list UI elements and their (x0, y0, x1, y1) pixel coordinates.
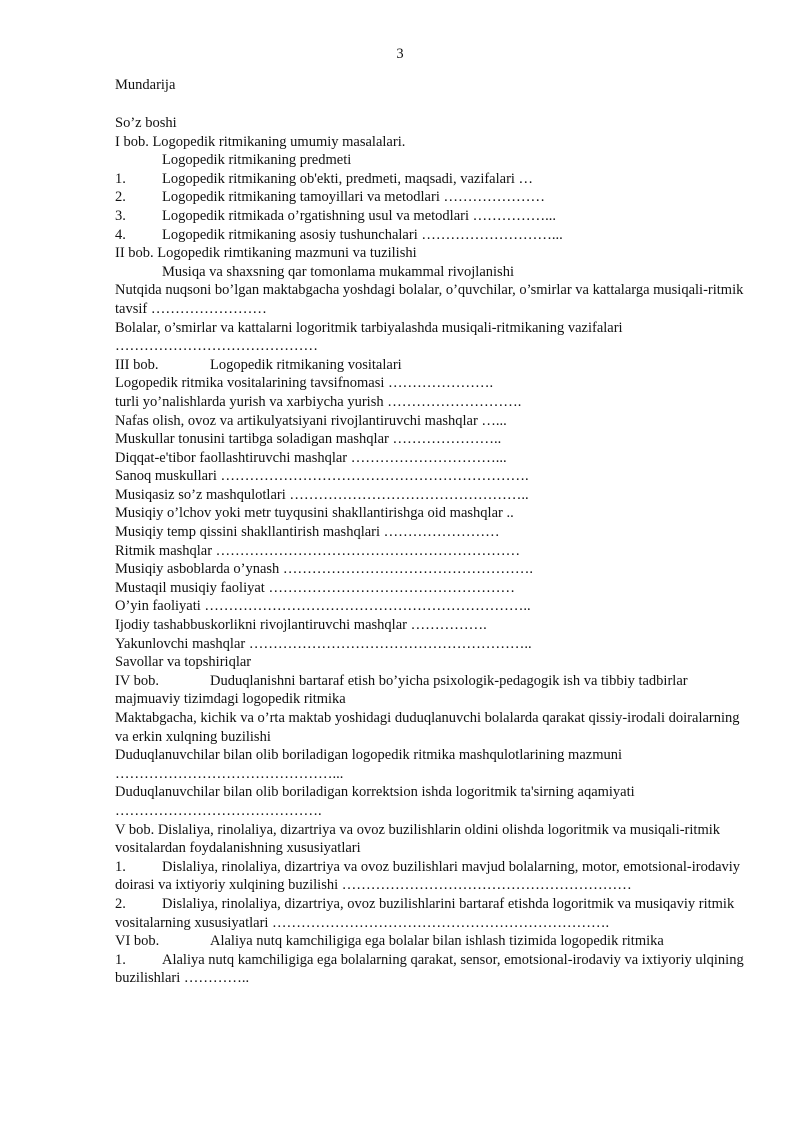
table-of-contents (115, 114, 755, 988)
toc-entry (115, 672, 755, 709)
toc-entry-text: Mustaqil musiqiy faoliyat …………………………………………… (115, 579, 515, 596)
toc-entry (115, 932, 755, 951)
toc-entry-text: Musiqa va shaxsning qar tomonlama mukammal rivojlanishi (162, 263, 514, 280)
toc-entry (115, 523, 755, 542)
toc-entry (115, 412, 755, 431)
toc-entry-text: Sanoq muskullari ………………………………………………………. (115, 468, 529, 485)
toc-entry-text: Logopedik ritmikaning ob'ekti, predmeti, maqsadi, vazifalari … (162, 170, 534, 187)
toc-entry-text: Ritmik mashqlar ……………………………………………………… (115, 542, 521, 559)
toc-entry-text: Duduqlanuvchilar bilan olib boriladigan korrektsion ishda logoritmik ta'sirning aqamiyati ……………………………………. (115, 784, 635, 819)
toc-entry-text: V bob. Dislaliya, rinolaliya, dizartriya va ovoz buzilishlarin oldini olishda logoritmik va musiqali-ritmik vositalardan foydalanishning xususiyatlari (115, 821, 720, 857)
toc-entry-text: Nutqida nuqsoni bo’lgan maktabgacha yoshdagi bolalar, o’quvchilar, o’smirlar va kattalarga musiqali-ritmik tavsif …………………… (115, 282, 744, 317)
toc-entry-text: Yakunlovchi mashqlar ………………………………………………….. (115, 635, 532, 652)
toc-entry (115, 374, 755, 393)
toc-entry (115, 226, 755, 245)
page-number: 3 (396, 46, 404, 62)
toc-entry-text: O’yin faoliyati ………………………………………………………….. (115, 598, 531, 615)
toc-entry-number: 1. (115, 951, 126, 968)
toc-entry (115, 151, 755, 170)
toc-entry-text: Ijodiy tashabbuskorlikni rivojlantiruvchi mashqlar ……………. (115, 617, 487, 634)
toc-entry-text: Bolalar, o’smirlar va kattalarni logoritmik tarbiyalashda musiqali-ritmikaning vazifalari …………………………………… (115, 319, 623, 355)
toc-entry (115, 616, 755, 635)
toc-entry (115, 114, 755, 133)
toc-entry (115, 393, 755, 412)
toc-entry-text: Diqqat-e'tibor faollashtiruvchi mashqlar …………………………... (115, 449, 507, 466)
toc-entry-number: IV bob. (115, 672, 160, 689)
toc-entry-text: Musiqasiz so’z mashqulotlari ………………………………………….. (115, 486, 529, 503)
toc-entry (115, 653, 755, 672)
toc-entry (115, 133, 755, 152)
toc-entry (115, 486, 755, 505)
toc-entry-text: Logopedik ritmikaning vositalari (210, 356, 402, 373)
toc-entry (115, 709, 755, 746)
toc-entry-text: Logopedik ritmikada o’rgatishning usul va metodlari ……………... (162, 207, 556, 224)
toc-entry-text: Logopedik ritmikaning asosiy tushunchalari ………………………... (162, 226, 563, 243)
toc-entry (115, 430, 755, 449)
toc-entry-text: Maktabgacha, kichik va o’rta maktab yoshidagi duduqlanuvchi bolalarda qarakat qissiy-irodali doiralarning va erkin xulqning buzilishi (115, 710, 740, 745)
toc-entry (115, 560, 755, 579)
toc-entry (115, 821, 755, 858)
toc-entry-text: Nafas olish, ovoz va artikulyatsiyani rivojlantiruvchi mashqlar …... (115, 412, 507, 429)
toc-entry (115, 579, 755, 598)
toc-entry (115, 449, 755, 468)
toc-entry (115, 951, 755, 988)
toc-entry (115, 467, 755, 486)
toc-entry-number: 2. (115, 189, 126, 206)
toc-entry-text: Logopedik ritmika vositalarining tavsifnomasi …………………. (115, 375, 494, 392)
toc-entry-text: Savollar va topshiriqlar (115, 654, 252, 671)
toc-entry-text: Duduqlanuvchilar bilan olib boriladigan logopedik ritmika mashqulotlarining mazmuni ………………………………………... (115, 747, 622, 782)
toc-entry-number: 2. (115, 895, 126, 912)
toc-entry-number: 1. (115, 858, 126, 875)
toc-entry (115, 858, 755, 895)
toc-entry-number: 4. (115, 226, 126, 243)
toc-entry-text: Muskullar tonusini tartibga soladigan mashqlar ………………….. (115, 431, 502, 448)
toc-entry-text: Duduqlanishni bartaraf etish bo’yicha psixologik-pedagogik ish va tibbiy tadbirlar majmuaviy tizimdagi logopedik ritmika (115, 672, 688, 708)
toc-entry (115, 635, 755, 654)
toc-entry (115, 319, 755, 356)
toc-entry (115, 597, 755, 616)
toc-entry (115, 281, 755, 318)
toc-entry-text: Musiqiy o’lchov yoki metr tuyqusini shakllantirishga oid mashqlar .. (115, 505, 514, 522)
page-title: Mundarija (115, 77, 176, 93)
toc-entry-text: Musiqiy temp qissini shakllantirish mashqlari …………………… (115, 524, 500, 541)
toc-entry (115, 783, 755, 820)
toc-entry-text: Dislaliya, rinolaliya, dizartriya va ovoz buzilishlari mavjud bolalarning, motor, emotsional-irodaviy doirasi va ixtiyoriy xulqining buzilishi …………………………………………………… (115, 858, 741, 894)
toc-entry-text: Alaliya nutq kamchiligiga ega bolalarning qarakat, sensor, emotsional-irodaviy va ixtiyoriy ulqining buzilishlari ………….. (115, 951, 744, 987)
toc-entry-number: 3. (115, 207, 126, 224)
toc-entry-text: So’z boshi (115, 115, 177, 131)
toc-entry-text: I bob. Logopedik ritmikaning umumiy masalalari. (115, 133, 406, 150)
toc-entry (115, 746, 755, 783)
toc-entry-text: Musiqiy asboblarda o’ynash ……………………………………………. (115, 561, 534, 578)
toc-entry-text: Alaliya nutq kamchiligiga ega bolalar bilan ishlash tizimida logopedik ritmika (210, 933, 664, 950)
toc-entry (115, 244, 755, 263)
toc-entry-text: Dislaliya, rinolaliya, dizartriya, ovoz buzilishlarini bartaraf etishda logoritmik va musiqaviy ritmik vositalarning xususiyatlari ……………………………………………………………. (115, 895, 735, 931)
toc-entry-text: turli yo’nalishlarda yurish va xarbiycha yurish ………………………. (115, 393, 522, 410)
toc-entry-text: Logopedik ritmikaning tamoyillari va metodlari ………………… (162, 189, 545, 206)
toc-entry-text: II bob. Logopedik rimtikaning mazmuni va tuzilishi (115, 245, 417, 262)
toc-entry (115, 170, 755, 189)
toc-entry (115, 895, 755, 932)
toc-entry (115, 542, 755, 561)
toc-entry (115, 207, 755, 226)
toc-entry-number: VI bob. (115, 933, 160, 950)
toc-entry-text: Logopedik ritmikaning predmeti (162, 152, 352, 169)
toc-entry (115, 188, 755, 207)
toc-entry (115, 263, 755, 282)
toc-entry (115, 504, 755, 523)
toc-entry-number: III bob. (115, 356, 159, 373)
toc-entry-number: 1. (115, 170, 126, 187)
toc-entry (115, 356, 755, 375)
